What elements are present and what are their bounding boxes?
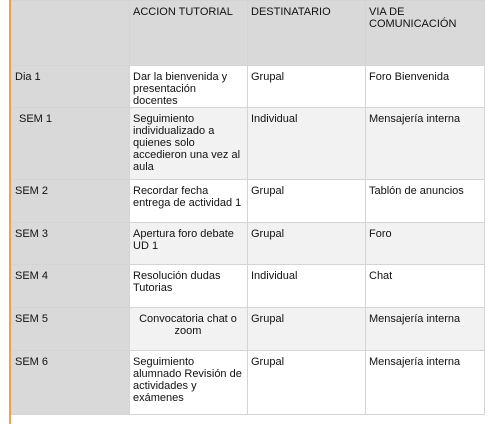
via-cell: Chat [366, 265, 485, 308]
table-row [12, 180, 485, 223]
period-cell: SEM 5 [12, 308, 130, 351]
period-cell: Dia 1 [12, 66, 130, 108]
accion-cell: Apertura foro debate UD 1 [130, 223, 248, 265]
tutorial-plan-table [11, 0, 485, 415]
table-row [12, 108, 485, 180]
accion-cell: Convocatoria chat o zoom [130, 308, 248, 351]
table-row [12, 308, 485, 351]
table-row [12, 265, 485, 308]
via-cell: Mensajería interna [366, 351, 485, 415]
table-row [12, 223, 485, 265]
destinatario-cell: Grupal [248, 223, 366, 265]
accion-cell: Dar la bienvenida y presentación docentes [130, 66, 248, 108]
accion-cell: Seguimiento individualizado a quienes solo accedieron una vez al aula [130, 108, 248, 180]
table-header-row [12, 1, 485, 66]
via-cell: Tablón de anuncios [366, 180, 485, 223]
period-cell: SEM 2 [12, 180, 130, 223]
destinatario-cell: Grupal [248, 308, 366, 351]
header-cell-via: VIA DE COMUNICACIÓN [366, 1, 485, 66]
accion-cell: Recordar fecha entrega de actividad 1 [130, 180, 248, 223]
destinatario-cell: Grupal [248, 66, 366, 108]
accion-cell: Seguimiento alumnado Revisión de actividades y exámenes [130, 351, 248, 415]
via-cell: Foro Bienvenida [366, 66, 485, 108]
table-row [12, 66, 485, 108]
destinatario-cell: Individual [248, 108, 366, 180]
period-cell: SEM 3 [12, 223, 130, 265]
destinatario-cell: Grupal [248, 180, 366, 223]
destinatario-cell: Individual [248, 265, 366, 308]
table-row [12, 351, 485, 415]
header-cell-period [12, 1, 130, 66]
header-cell-destinatario: DESTINATARIO [248, 1, 366, 66]
via-cell: Mensajería interna [366, 308, 485, 351]
header-cell-accion: ACCION TUTORIAL [130, 1, 248, 66]
period-cell: SEM 6 [12, 351, 130, 415]
destinatario-cell: Grupal [248, 351, 366, 415]
period-cell: SEM 4 [12, 265, 130, 308]
via-cell: Mensajería interna [366, 108, 485, 180]
accion-cell: Resolución dudas Tutorias [130, 265, 248, 308]
period-cell: SEM 1 [12, 108, 130, 180]
via-cell: Foro [366, 223, 485, 265]
